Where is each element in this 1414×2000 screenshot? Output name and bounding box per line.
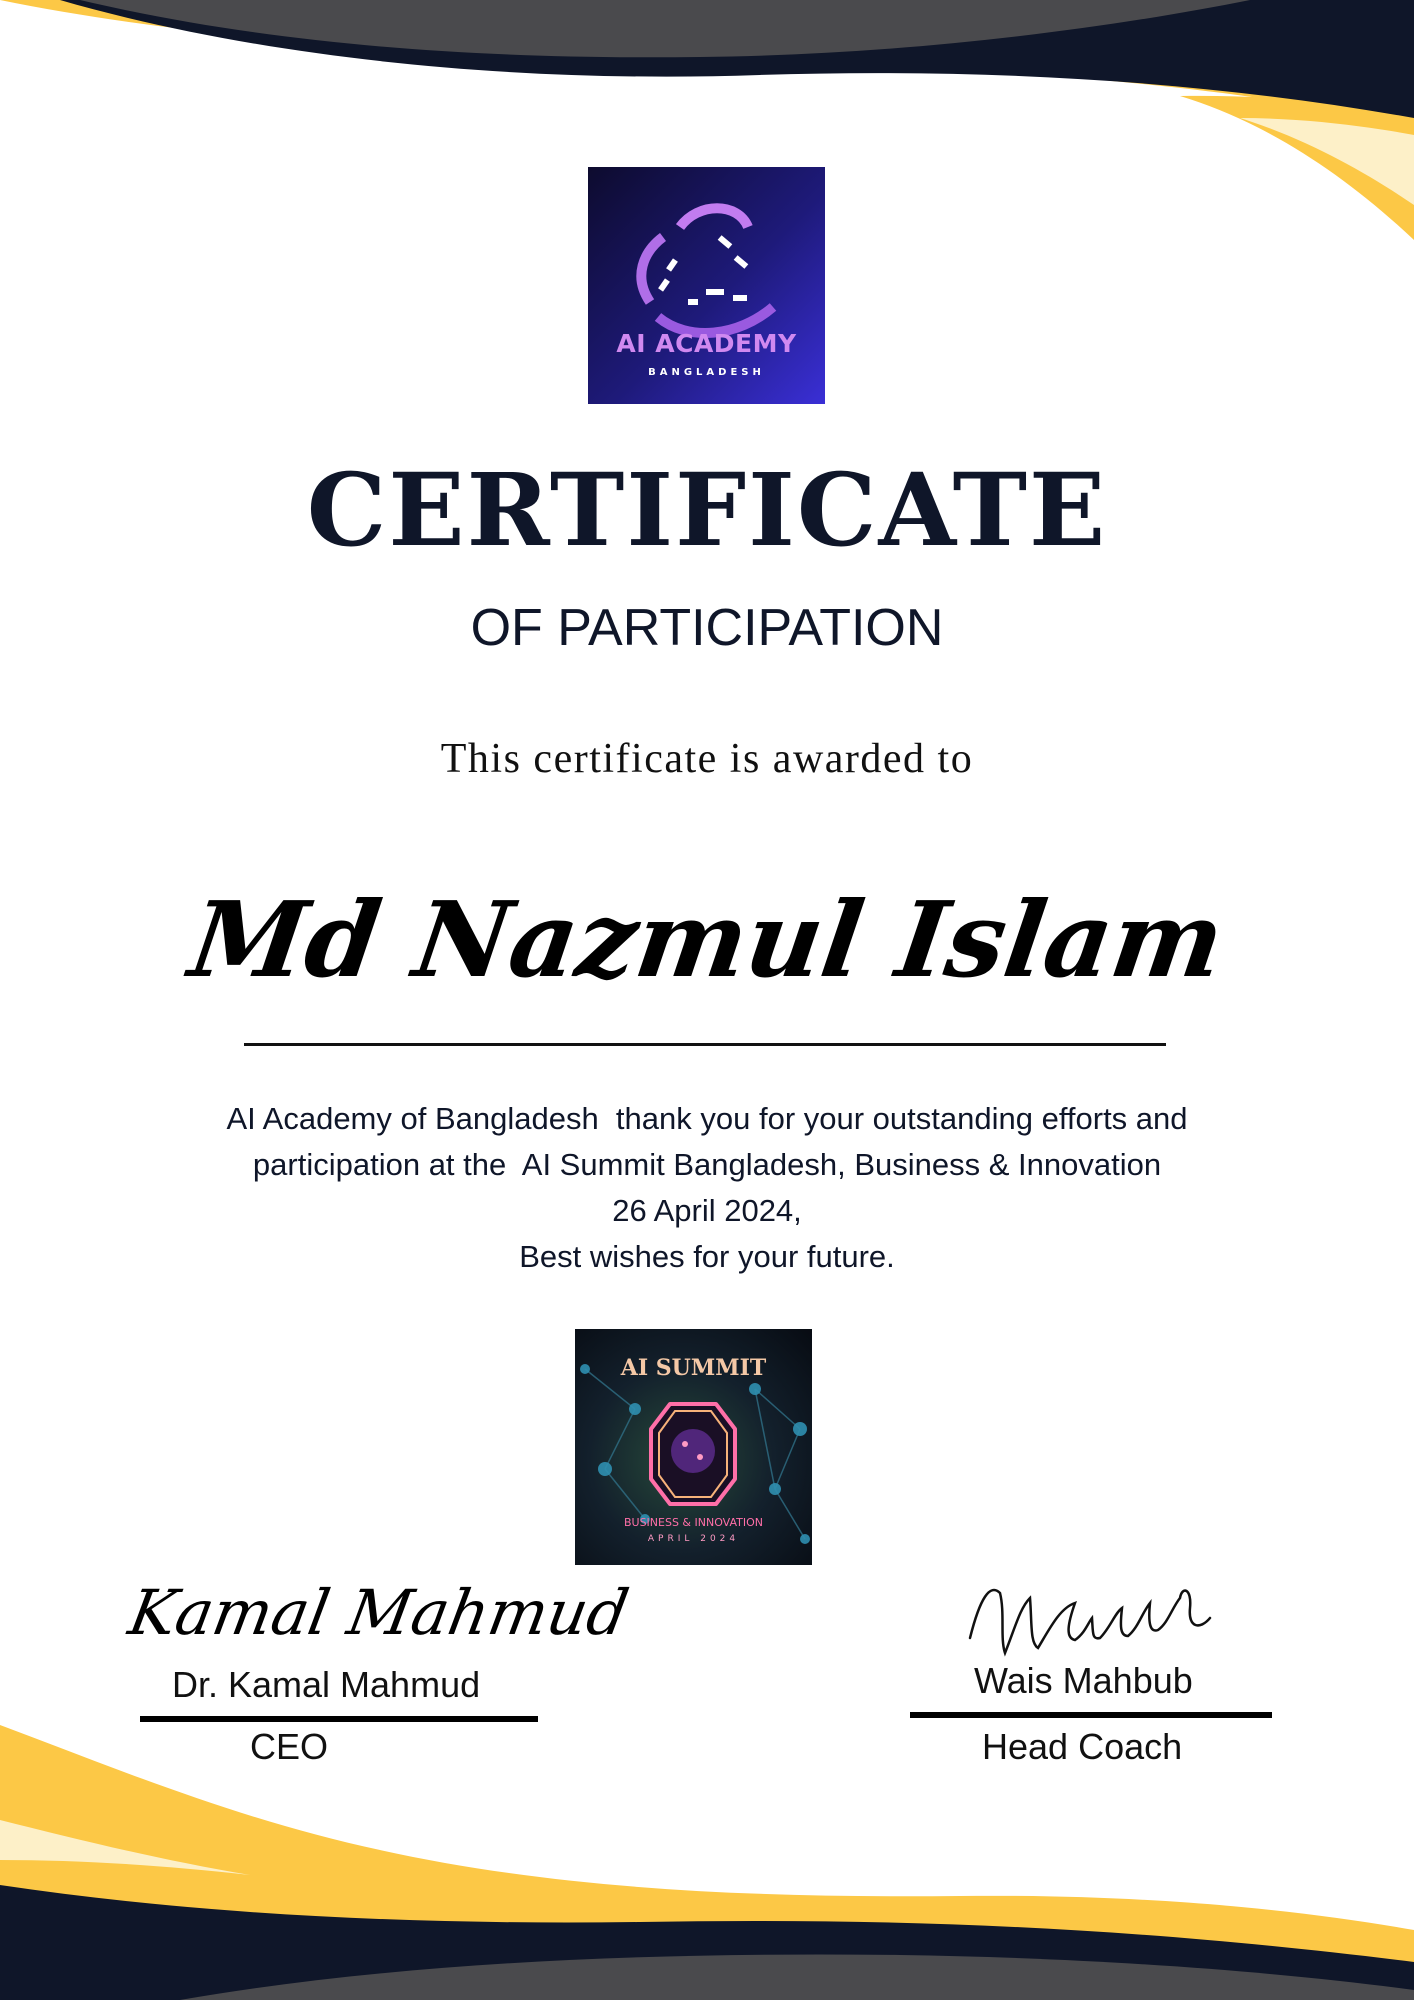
summit-title: AI SUMMIT — [620, 1355, 767, 1381]
message-line: 26 April 2024, — [612, 1193, 802, 1228]
logo-title: AI ACADEMY — [616, 329, 797, 358]
certificate-title: CERTIFICATE — [306, 451, 1108, 569]
summit-subtitle: BUSINESS & INNOVATION — [623, 1516, 764, 1529]
ai-summit-badge — [575, 1329, 812, 1565]
ai-academy-logo — [588, 167, 825, 404]
certificate-subtitle: OF PARTICIPATION — [470, 599, 944, 657]
message-line: Best wishes for your future. — [519, 1239, 895, 1274]
left-signer-name: Dr. Kamal Mahmud — [172, 1664, 481, 1705]
right-signer-role: Head Coach — [982, 1726, 1183, 1767]
awarded-text: This certificate is awarded to — [440, 736, 974, 782]
right-signer-name: Wais Mahbub — [974, 1660, 1193, 1701]
summit-date: APRIL 2024 — [647, 1534, 740, 1544]
logo-subtitle: BANGLADESH — [648, 367, 765, 378]
recipient-underline — [244, 1043, 1166, 1046]
left-signature-line — [140, 1716, 538, 1722]
right-signature-line — [910, 1712, 1272, 1718]
right-signature-drawing — [960, 1568, 1230, 1668]
bottom-wave-decoration — [0, 1700, 1414, 2000]
recipient-name: Md Nazmul Islam — [182, 878, 1232, 1001]
left-signature-script: Kamal Mahmud — [123, 1576, 634, 1649]
certificate-message — [100, 1096, 1314, 1280]
left-signer-role: CEO — [250, 1726, 329, 1767]
message-line: participation at the AI Summit Bangladesh, Business & Innovation — [252, 1147, 1162, 1182]
message-line: AI Academy of Bangladesh thank you for your outstanding efforts and — [226, 1101, 1188, 1136]
